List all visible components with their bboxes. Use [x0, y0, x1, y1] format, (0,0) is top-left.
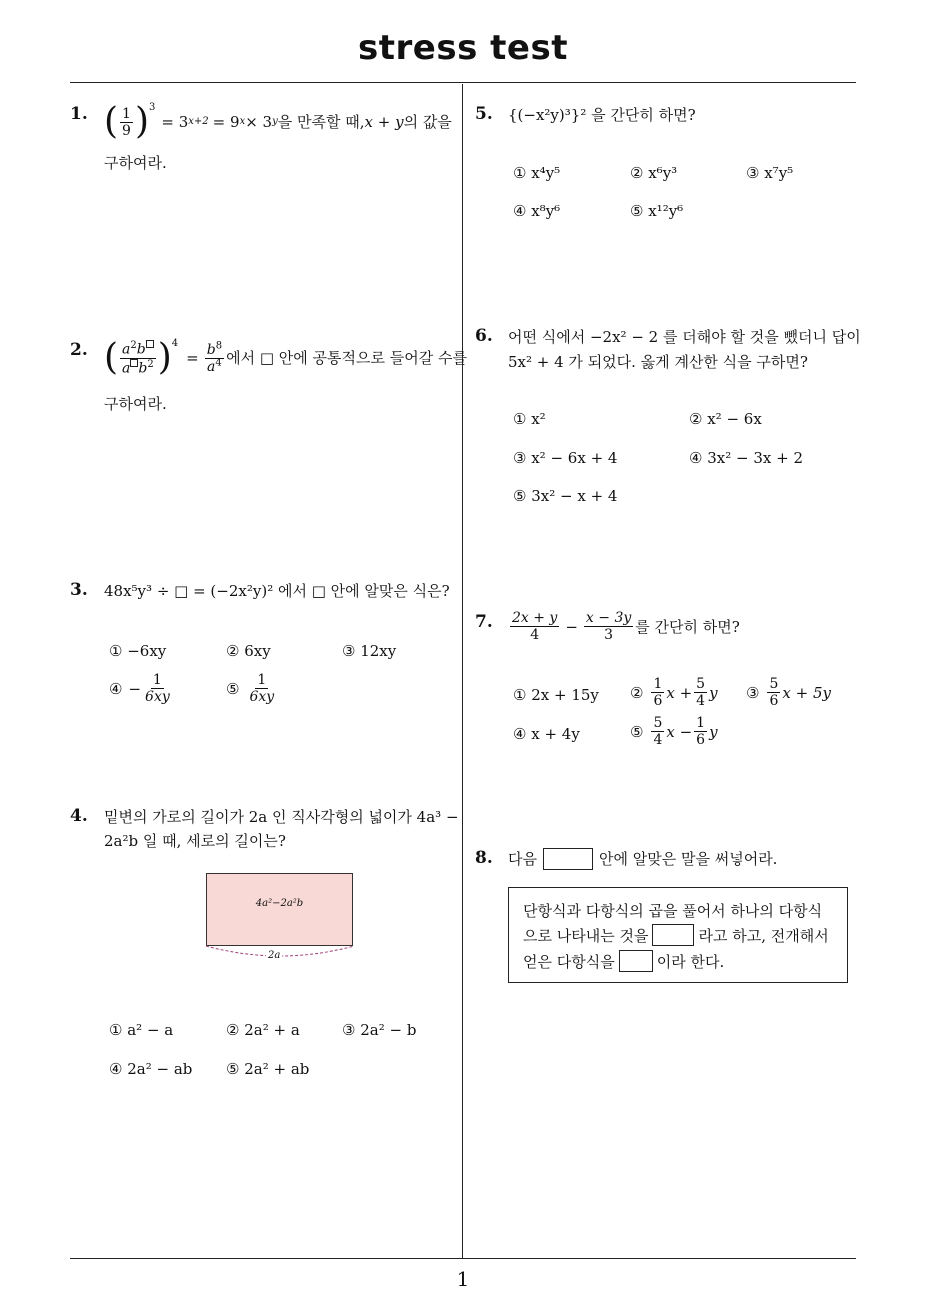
q8-post-text: 안에 알맞은 말을 써넣어라.	[598, 850, 778, 868]
question-2-line2: 구하여라.	[104, 395, 167, 413]
question-number-4: 4.	[70, 806, 88, 826]
choice-mark: ②	[630, 683, 644, 702]
q5-choice-5[interactable]: ⑤ x¹²y⁶	[630, 202, 684, 220]
box-line-2	[523, 924, 829, 946]
q8-pre-text: 다음	[508, 850, 537, 868]
coef-b: $\frac{1}{6}$	[696, 715, 706, 748]
q4-choice-4[interactable]: ④ 2a² − ab	[109, 1060, 193, 1078]
y-term: y	[709, 683, 718, 702]
question-number-3: 3.	[70, 580, 88, 600]
fraction-1: $\frac{2x + y}{4}$	[512, 610, 558, 643]
column-divider	[462, 84, 463, 1259]
q3-choice-2[interactable]: ② 6xy	[226, 642, 271, 660]
question-6-line2: 5x² + 4 가 되었다. 옳게 계산한 식을 구하면?	[508, 353, 808, 371]
fill-in-box	[508, 887, 848, 983]
q3-choice-1[interactable]: ① −6xy	[109, 642, 167, 660]
question-8-stem	[508, 848, 777, 870]
q5-choice-1[interactable]: ① x⁴y⁵	[513, 164, 561, 182]
question-number-8: 8.	[475, 848, 493, 868]
minus-sign: −	[565, 617, 578, 636]
eq-part-b: = 9	[212, 113, 240, 131]
paren-open: (	[104, 337, 119, 379]
q7-choice-1[interactable]: ① 2x + 15y	[513, 686, 599, 704]
question-number-7: 7.	[475, 612, 493, 632]
q7-choice-3[interactable]	[746, 676, 831, 709]
question-number-1: 1.	[70, 104, 88, 124]
y-term: y	[709, 722, 718, 741]
minus-sign: −	[128, 679, 142, 698]
q6-choice-5[interactable]: ⑤ 3x² − x + 4	[513, 487, 618, 505]
inner-fraction: $\frac{a^2b}{a b^2}$	[122, 340, 154, 377]
q6-choice-2[interactable]: ② x² − 6x	[689, 410, 762, 428]
choice-mark: ⑤	[226, 679, 240, 698]
q3-choice-3[interactable]: ③ 12xy	[342, 642, 397, 660]
equals-sign: =	[186, 349, 199, 368]
q7-choice-4[interactable]: ④ x + 4y	[513, 725, 580, 743]
times-part: × 3	[245, 113, 273, 131]
box-line-3-b: 이라 한다.	[656, 952, 725, 971]
q3-choice-4[interactable]	[109, 672, 174, 705]
q7-choice-2[interactable]	[630, 676, 718, 709]
q5-choice-2[interactable]: ② x⁶y³	[630, 164, 678, 182]
q4-choice-5[interactable]: ⑤ 2a² + ab	[226, 1060, 310, 1078]
blank-box	[543, 848, 593, 870]
q6-choice-3[interactable]: ③ x² − 6x + 4	[513, 449, 618, 467]
header-rule	[70, 82, 856, 83]
fraction-2: $\frac{x - 3y}{3}$	[585, 610, 632, 643]
x-term: x −	[666, 722, 693, 741]
width-label: 2a	[268, 950, 281, 961]
question-7-stem	[508, 610, 740, 643]
q4-choice-1[interactable]: ① a² − a	[109, 1021, 174, 1039]
question-5-stem: {(−x²y)³}² 을 간단히 하면?	[508, 106, 696, 124]
q6-choice-1[interactable]: ① x²	[513, 410, 546, 428]
q7-text: 를 간단히 하면?	[635, 617, 740, 636]
q2-text: 에서 □ 안에 공통적으로 들어갈 수를	[226, 349, 467, 368]
footer-rule	[70, 1258, 856, 1259]
page-number: 1	[456, 1267, 470, 1291]
fraction-one-ninth: $\frac{1}{9}$	[122, 105, 131, 139]
answer-blank-2[interactable]	[619, 950, 653, 972]
paren-close: )	[134, 101, 150, 142]
box-line-3-a: 얻은 다항식을	[523, 952, 615, 971]
q6-choice-4[interactable]: ④ 3x² − 3x + 2	[689, 449, 803, 467]
rectangle-area-label: 4a²−2a²b	[255, 898, 304, 909]
question-4-line1: 밑변의 가로의 길이가 2a 인 직사각형의 넓이가 4a³ −	[104, 808, 459, 826]
box-line-1: 단항식과 다항식의 곱을 풀어서 하나의 다항식	[523, 902, 823, 920]
q4-choice-3[interactable]: ③ 2a² − b	[342, 1021, 417, 1039]
choice-mark: ④	[109, 679, 123, 698]
x-term: x +	[666, 683, 693, 702]
rhs-fraction: $\frac{b^8}{a^4}$	[206, 340, 223, 375]
q7-choice-5[interactable]	[630, 715, 718, 748]
q5-choice-3[interactable]: ③ x⁷y⁵	[746, 164, 794, 182]
question-4-line2: 2a²b 일 때, 세로의 길이는?	[104, 832, 286, 850]
q1-text-b: 의 값을	[403, 113, 452, 131]
coef-a: $\frac{1}{6}$	[653, 676, 663, 709]
coef-a: $\frac{5}{4}$	[653, 715, 663, 748]
question-2-stem: ( $\frac{a^2b}{a b^2}$ ) $^4$ = $\frac{b^8}{a^4}$ 에서 □ 안에 공통적으로 들어갈 수를	[104, 337, 467, 379]
box-line-3	[523, 950, 724, 972]
paren-open: (	[104, 101, 119, 142]
box-line-2-a: 으로 나타내는 것을	[523, 926, 649, 945]
question-1-line2: 구하여라.	[104, 154, 167, 172]
question-number-6: 6.	[475, 326, 493, 346]
q1-expr: x + y	[364, 113, 404, 131]
coef-a: $\frac{5}{6}$	[769, 676, 779, 709]
coef-b: $\frac{5}{4}$	[696, 676, 706, 709]
choice-mark: ⑤	[630, 722, 644, 741]
page-title: stress test	[358, 28, 568, 68]
rectangle-figure	[206, 873, 353, 946]
q3-choice-5[interactable]	[226, 672, 278, 705]
question-3-stem: 48x⁵y³ ÷ □ = (−2x²y)² 에서 □ 안에 알맞은 식은?	[104, 582, 450, 600]
question-6-line1: 어떤 식에서 −2x² − 2 를 더해야 할 것을 뺐더니 답이	[508, 328, 861, 346]
choice-fraction: $\frac{1}{6xy}$	[145, 672, 170, 705]
question-1-stem: ( $\frac{1}{9}$ ) $^3$ = 3 x+2 = 9 x × 3 y 을 만족할 때, x + y 의 값을	[104, 101, 452, 142]
choice-mark: ③	[746, 683, 760, 702]
q1-text-a: 을 만족할 때,	[277, 113, 365, 131]
rest-term: x + 5y	[782, 683, 831, 702]
question-number-5: 5.	[475, 104, 493, 124]
box-line-2-b: 라고 하고, 전개해서	[698, 926, 829, 945]
choice-fraction: $\frac{1}{6xy}$	[249, 672, 275, 705]
q4-choice-2[interactable]: ② 2a² + a	[226, 1021, 300, 1039]
answer-blank-1[interactable]	[652, 924, 694, 946]
question-number-2: 2.	[70, 340, 88, 360]
q5-choice-4[interactable]: ④ x⁸y⁶	[513, 202, 561, 220]
paren-close: )	[157, 337, 172, 379]
eq-part-a: = 3	[161, 113, 189, 131]
